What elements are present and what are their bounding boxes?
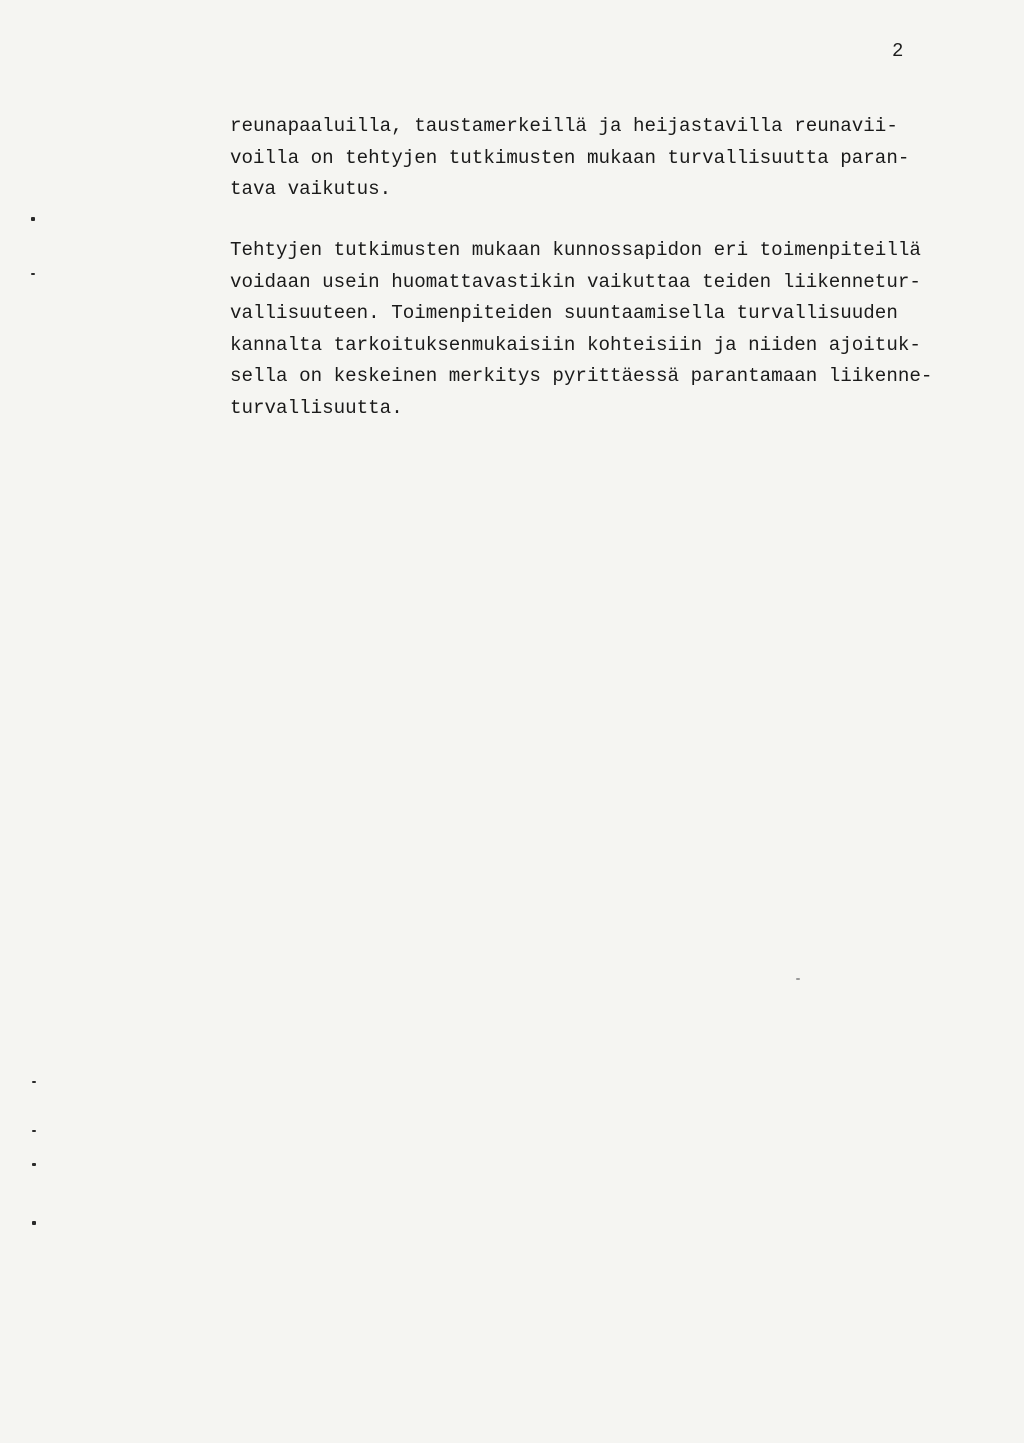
text-line: Tehtyjen tutkimusten mukaan kunnossapidon eri toimenpiteillä [230,239,921,261]
scan-speck [32,1081,36,1083]
text-line: tava vaikutus. [230,178,392,200]
scan-speck [31,273,35,275]
text-line: kannalta tarkoituksenmukaisiin kohteisiin ja niiden ajoituk- [230,333,921,356]
scan-speck [796,978,800,980]
text-line: sella on keskeinen merkitys pyrittäessä parantamaan liikenne- [230,365,933,387]
text-line: voidaan usein huomattavastikin vaikuttaa teiden liikennetur- [230,270,921,293]
text-line: reunapaaluilla, taustamerkeillä ja heijastavilla reunavii- [230,115,898,137]
paragraph-1 [230,111,990,206]
text-line: turvallisuutta. [230,396,403,419]
text-line: voilla on tehtyjen tutkimusten mukaan turvallisuutta paran- [230,146,910,169]
scan-speck [32,1221,36,1225]
scan-speck [32,1130,36,1132]
text-line: vallisuuteen. Toimenpiteiden suuntaamisella turvallisuuden [230,302,898,324]
scan-speck [31,217,35,221]
scan-speck [32,1163,36,1166]
page-number: 2 [892,40,904,62]
paragraph-2 [230,235,990,424]
